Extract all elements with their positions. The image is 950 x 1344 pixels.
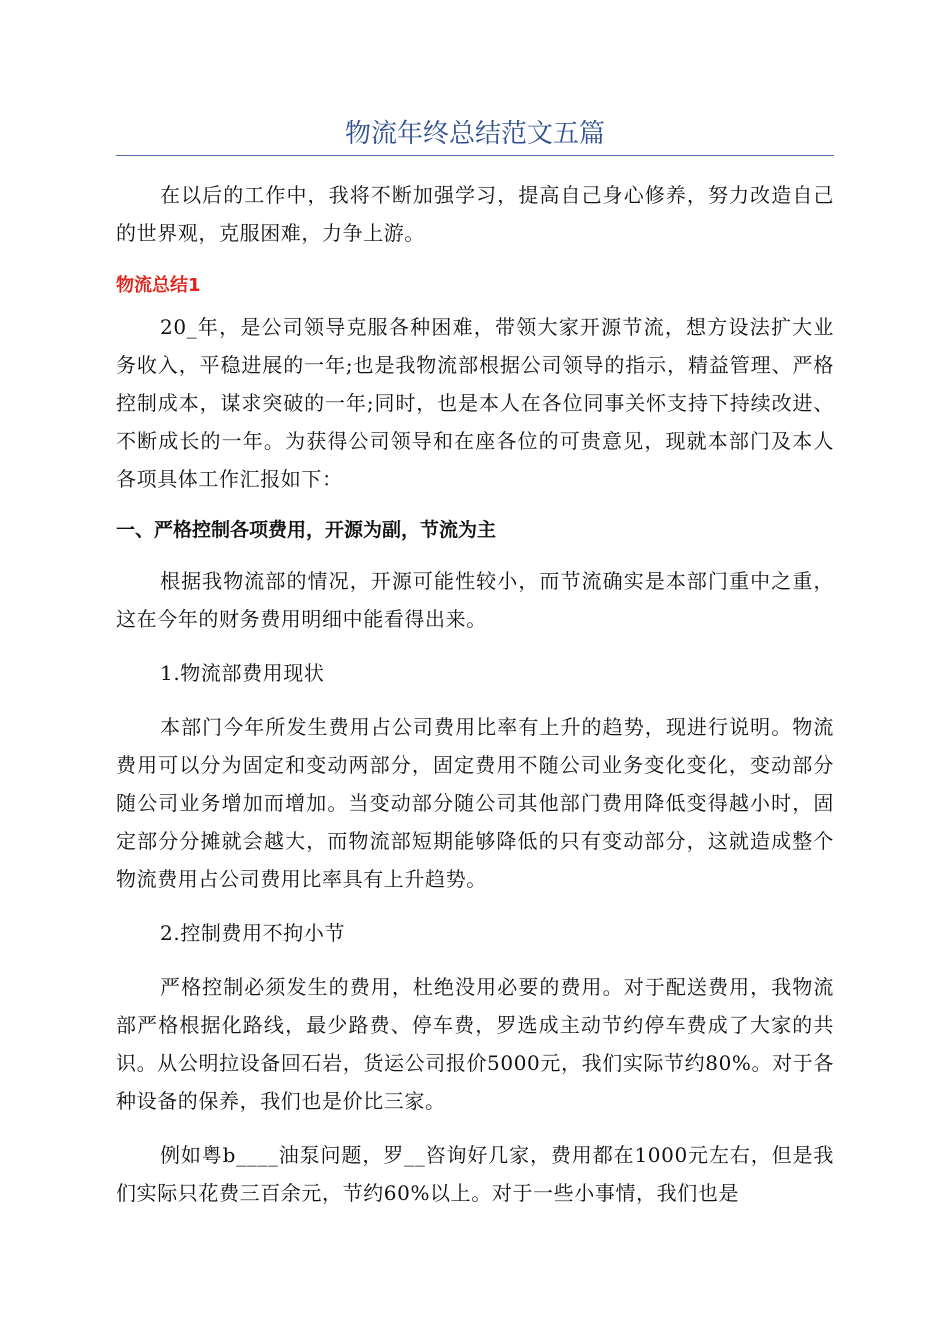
section-paragraph: 20_年，是公司领导克服各种困难，带领大家开源节流，想方设法扩大业务收入，平稳进展的一年;也是我物流部根据公司领导的指示，精益管理、严格控制成本，谋求突破的一年;同时，也是本人在各位同事关怀支持下持续改进、不断成长的一年。为获得公司领导和在座各位的可贵意见，现就本部门及本人各项具体工作汇报如下： — [116, 315, 834, 491]
item-paragraph-3: 例如粤b____油泵问题，罗__咨询好几家，费用都在1000元左右，但是我们实际只花费三百余元，节约60%以上。对于一些小事情，我们也是 — [116, 1143, 834, 1205]
section-heading: 物流总结1 — [116, 275, 201, 296]
title-underline — [116, 155, 834, 156]
document-body — [116, 176, 834, 1212]
document-title: 物流年终总结范文五篇 — [344, 119, 605, 149]
intro-paragraph: 在以后的工作中，我将不断加强学习，提高自己身心修养，努力改造自己的世界观，克服困难，力争上游。 — [116, 183, 834, 245]
item-paragraph-2: 严格控制必须发生的费用，杜绝没用必要的费用。对于配送费用，我物流部严格根据化路线，最少路费、停车费，罗选成主动节约停车费成了大家的共识。从公明拉设备回石岩，货运公司报价5000元，我们实际节约80%。对于各种设备的保养，我们也是价比三家。 — [116, 975, 834, 1113]
subsection-paragraph: 根据我物流部的情况，开源可能性较小，而节流确实是本部门重中之重，这在今年的财务费用明细中能看得出来。 — [116, 569, 834, 631]
item-paragraph-1: 本部门今年所发生费用占公司费用比率有上升的趋势，现进行说明。物流费用可以分为固定和变动两部分，固定费用不随公司业务变化变化，变动部分随公司业务增加而增加。当变动部分随公司其他部门费用降低变得越小时，固定部分分摊就会越大，而物流部短期能够降低的只有变动部分，这就造成整个物流费用占公司费用比率具有上升趋势。 — [116, 715, 834, 891]
subsection-heading: 一、严格控制各项费用，开源为副，节流为主 — [116, 519, 497, 541]
item-heading-2: 2.控制费用不拘小节 — [160, 921, 346, 945]
item-heading-1: 1.物流部费用现状 — [160, 661, 325, 685]
